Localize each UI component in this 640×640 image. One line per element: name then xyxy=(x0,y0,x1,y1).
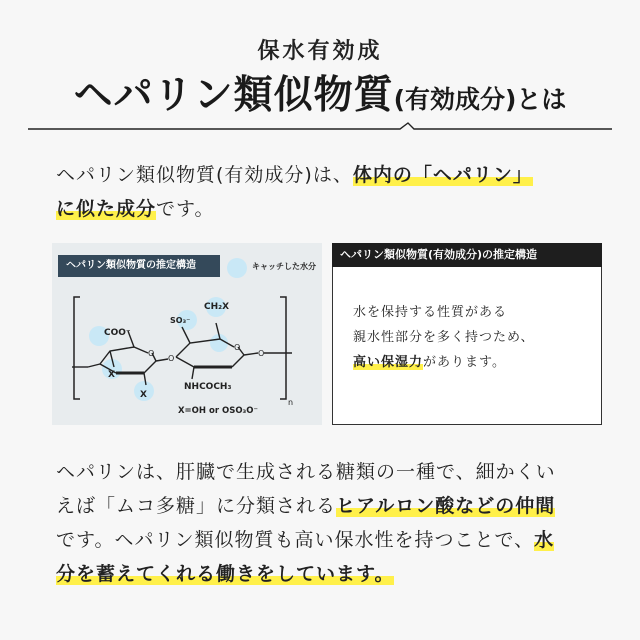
intro-highlight-2: に似た成分 xyxy=(56,198,157,220)
page-title xyxy=(0,64,640,120)
structure-diagram-label: ヘパリン類似物質の推定構造 xyxy=(58,255,220,277)
intro-highlight-1: 体内の「ヘパリン」 xyxy=(352,164,533,186)
body-line-3: です。ヘパリン類似物質も高い保水性を持つことで、 xyxy=(56,529,535,551)
bracket-right xyxy=(280,297,286,399)
water-legend-dot xyxy=(227,258,247,278)
chem-coo: COO⁻ xyxy=(104,328,131,338)
chem-x1: X xyxy=(108,370,115,380)
body-line-2: えば「ムコ多糖」に分類される xyxy=(56,495,337,517)
link-oxygen: O xyxy=(258,349,265,358)
chem-nhcoch3: NHCOCH₃ xyxy=(184,382,232,392)
ring-oxygen: O xyxy=(234,343,241,352)
structure-diagram-panel xyxy=(52,243,322,425)
body-highlight-1: ヒアルロン酸などの仲間 xyxy=(336,495,556,517)
title-divider xyxy=(0,122,640,152)
water-legend-text: キャッチした水分 xyxy=(252,262,316,271)
explanation-line-1: 水を保持する性質がある xyxy=(353,305,508,320)
ring-oxygen: O xyxy=(148,349,155,358)
title-main: ヘパリン類似物質 xyxy=(73,73,394,118)
explanation-line-3: があります。 xyxy=(423,355,506,370)
subtitle: 保水有効成 xyxy=(257,39,383,64)
title-paren: (有効成分)とは xyxy=(393,85,567,114)
explanation-label: ヘパリン類似物質(有効成分)の推定構造 xyxy=(332,243,602,267)
explanation-highlight: 高い保湿力 xyxy=(353,355,424,370)
bridge-oxygen: O xyxy=(168,354,175,363)
sugar-ring-1 xyxy=(72,331,168,385)
bracket-left xyxy=(74,297,80,399)
chem-so3: SO₃⁻ xyxy=(170,316,191,325)
explanation-text xyxy=(353,300,534,375)
chem-ch2x: CH₂X xyxy=(204,302,230,312)
body-highlight-2: 水 xyxy=(534,529,555,551)
explanation-line-2: 親水性部分を多く持つため、 xyxy=(353,330,535,345)
intro-paragraph xyxy=(56,158,596,226)
intro-line1: ヘパリン類似物質(有効成分)は、 xyxy=(56,164,353,186)
explanation-panel xyxy=(332,243,602,425)
body-paragraph xyxy=(56,455,596,591)
molecule-diagram xyxy=(52,287,322,425)
chem-x2: X xyxy=(140,390,147,400)
chem-formula: X=OH or OSO₃O⁻ xyxy=(178,406,258,416)
body-line-1: ヘパリンは、肝臓で生成される糖類の一種で、細かくい xyxy=(56,461,556,483)
body-highlight-3: 分を蓄えてくれる働きをしています。 xyxy=(56,563,395,585)
chem-n: n xyxy=(288,398,294,407)
intro-line2: です。 xyxy=(156,198,215,220)
